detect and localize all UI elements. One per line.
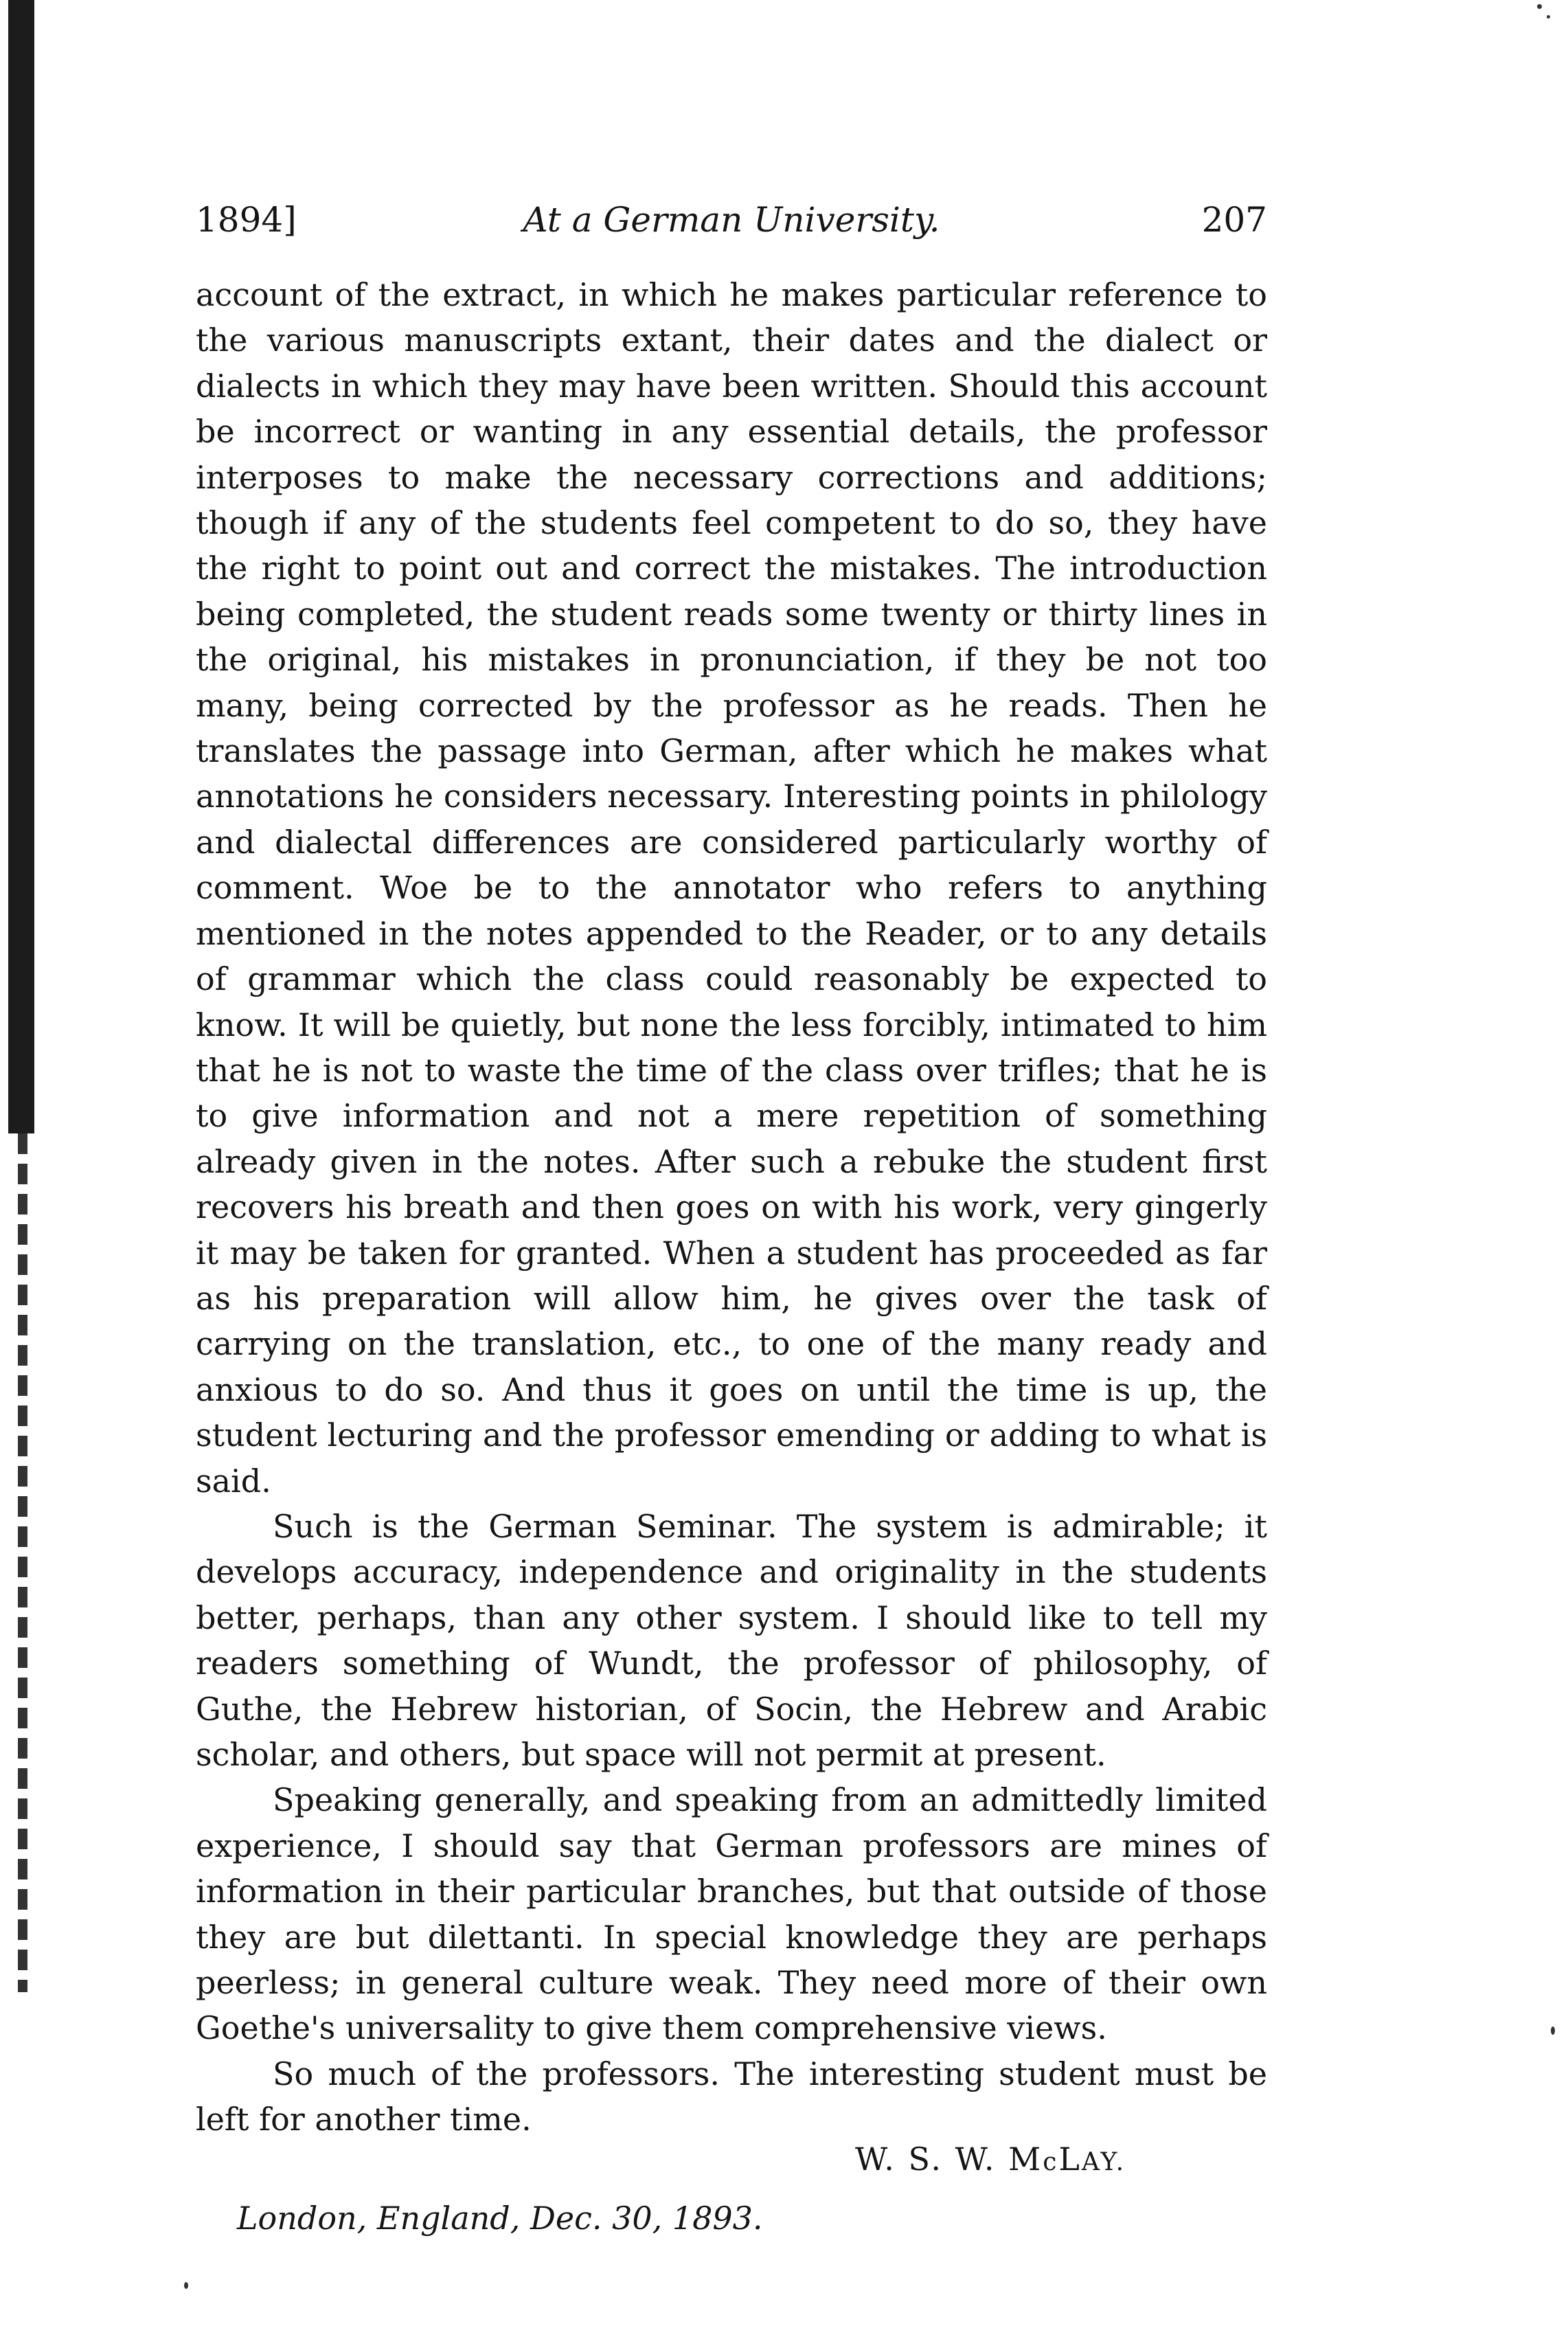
binding-shadow	[8, 0, 34, 1133]
binding-shadow-lower	[18, 1133, 27, 1992]
running-head-title: At a German University.	[523, 200, 940, 240]
speck	[1551, 2026, 1555, 2035]
paragraph: So much of the professors. The interesting student must be left for another time.	[196, 2055, 1267, 2138]
running-head-year: 1894]	[196, 200, 297, 240]
dateline: London, England, Dec. 30, 1893.	[237, 2200, 763, 2237]
paragraph: account of the extract, in which he makes particular reference to the various manuscripts extant, their dates and the dialect or dialects in which they may have been written. Should this account be incorrect or wanting in any essential details, the professor interposes to make the necessary corrections and additions; though if any of the students feel competent to do so, they have the right to point out and correct the mistakes. The introduction being completed, the student reads some twenty or thirty lines in the original, his mistakes in pronunciation, if they be not too many, being corrected by the professor as he reads. Then he translates the passage into German, after which he makes what annotations he considers necessary. Interesting points in philology and dialectal differences are considered particularly worthy of comment. Woe be to the annotator who refers to anything mentioned in the notes appended to the Reader, or to any details of grammar which the class could reasonably be expected to know. It will be quietly, but none the less forcibly, intimated to him that he is not to waste the time of the class over trifles; that he is to give information and not a mere repetition of something already given in the notes. After such a rebuke the student first recovers his breath and then goes on with his work, very gingerly it may be taken for granted. When a student has proceeded as far as his preparation will allow him, he gives over the task of carrying on the translation, etc., to one of the many ready and anxious to do so. And thus it goes on until the time is up, the student lecturing and the professor emending or adding to what is said.	[196, 276, 1267, 1500]
paragraph: Such is the German Seminar. The system is admirable; it develops accuracy, independence and originality in the students better, perhaps, than any other system. I should like to tell my readers something of Wundt, the professor of philosophy, of Guthe, the Hebrew historian, of Socin, the Hebrew and Arabic scholar, and others, but space will not permit at present.	[196, 1507, 1267, 1773]
signature-capital-l: L	[1058, 2141, 1082, 2178]
signature-small-caps: AY.	[1081, 2148, 1126, 2176]
speck	[184, 2282, 188, 2289]
running-head	[196, 196, 1267, 244]
paragraph: Speaking generally, and speaking from an admittedly limited experience, I should say that German professors are mines of information in their particular branches, but that outside of those they are but dilettanti. In special knowledge they are perhaps peerless; in general culture weak. They need more of their own Goethe's universality to give them comprehensive views.	[196, 1781, 1267, 2047]
speck	[1547, 15, 1550, 19]
body-text	[196, 272, 1267, 2143]
author-signature	[855, 2136, 1126, 2185]
signature-small-c: c	[1043, 2148, 1059, 2176]
page-number: 207	[1201, 200, 1267, 240]
speck	[1537, 4, 1542, 9]
signature-initials: W. S. W. M	[855, 2141, 1043, 2178]
